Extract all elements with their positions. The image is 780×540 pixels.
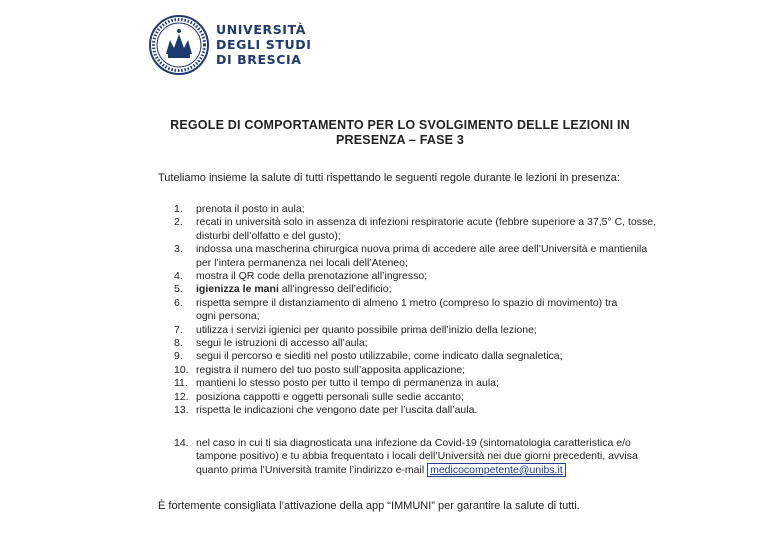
rule-number: 4. [174,270,183,283]
rule-text: prenota il posto in aula; [196,203,305,215]
rule-number: 11. [174,377,188,390]
rule-text: ogni persona; [196,310,260,323]
rule-text: all’ingresso dell’edificio; [278,283,392,296]
rule-text: disturbi dell’olfatto e del gusto); [196,229,341,242]
rule-item [174,337,654,350]
university-name-line-3: DI BRESCIA [216,52,302,67]
rule-number: 6. [174,296,183,309]
rule-item-continuation [174,310,654,323]
university-name-line-1: UNIVERSITÀ [216,22,306,37]
rule-item [174,324,654,337]
rule-text-line-3: quanto prima l’Università tramite l’indirizzo e-mail [196,463,428,476]
university-seal-icon [148,14,210,76]
title-line-2: PRESENZA – FASE 3 [336,133,464,147]
rule-number: 13. [174,404,189,417]
intro-text: Tuteliamo insieme la salute di tutti rispettando le seguenti regole durante le lezioni in presenza: [158,172,620,184]
rule-text: per l’intera permanenza nei locali dell’Ateneo; [196,256,408,269]
title-line-1: REGOLE DI COMPORTAMENTO PER LO SVOLGIMENTO DELLE LEZIONI IN [170,118,630,132]
rule-text: recati in università solo in assenza di infezioni respiratorie acute (febbre superiore a 37,5° C, tosse, [196,216,657,229]
rules-list [174,203,657,418]
rule-number: 3. [174,243,183,256]
rule-text: indossa una mascherina chirurgica nuova prima di accedere alle aree dell’Università e mantienila [196,243,648,256]
rule-number: 12. [174,390,189,403]
footer-note: È fortemente consigliata l’attivazione della app “IMMUNI” per garantire la salute di tutti. [158,500,580,512]
rule-text: posiziona cappotti e oggetti personali sulle sedie accanto; [196,390,464,403]
rule-number: 14. [174,437,189,449]
rule-item [174,283,654,296]
rule-text-line-1: nel caso in cui ti sia diagnosticata una infezione da Covid-19 (sintomatologia caratteristica e/o [196,437,631,449]
rule-item [174,203,654,216]
rule-text: utilizza i servizi igienici per quanto possibile prima dell’inizio della lezione; [196,323,537,336]
rule-number: 8. [174,337,183,350]
rule-text: segui le istruzioni di accesso all’aula; [196,337,368,350]
rule-item [174,404,654,417]
rule-item [174,216,657,229]
rule-item [174,391,654,404]
rule-number: 10. [174,363,189,376]
rule-item [174,270,654,283]
rule-text: registra il numero del tuo posto sull’apposita applicazione; [196,363,466,376]
rule-text: mantieni lo stesso posto per tutto il tempo di permanenza in aula; [196,377,499,390]
rule-item-continuation [174,230,654,243]
rule-number: 9. [174,350,183,363]
rule-text: rispetta le indicazioni che vengono date per l’uscita dall’aula. [196,404,478,417]
rule-item-14 [174,437,654,477]
rule-item [174,243,654,256]
university-name [216,22,311,67]
rule-item-continuation [174,257,654,270]
rule-item [174,377,654,390]
email-link[interactable]: medicocompetente@unibs.it [427,463,566,477]
rule-text: segui il percorso e siediti nel posto utilizzabile, come indicato dalla segnaletica; [196,350,563,363]
document-title [150,118,650,148]
rule-number: 5. [174,283,183,296]
rule-text-line-2: tampone positivo) e tu abbia frequentato i locali dell’Università nei due giorni precedenti, avvisa [196,450,638,463]
rule-number: 7. [174,323,183,336]
rule-bold-text: igienizza le mani [196,283,279,296]
rule-text: rispetta sempre il distanziamento di almeno 1 metro (compreso lo spazio di movimento) tra [196,296,618,309]
university-name-line-2: DEGLI STUDI [216,37,312,52]
rule-item [174,350,654,363]
rule-item [174,364,654,377]
rule-number: 2. [174,216,183,229]
rule-number: 1. [174,203,183,215]
rule-text: mostra il QR code della prenotazione all’ingresso; [196,270,428,283]
rule-item [174,297,654,310]
